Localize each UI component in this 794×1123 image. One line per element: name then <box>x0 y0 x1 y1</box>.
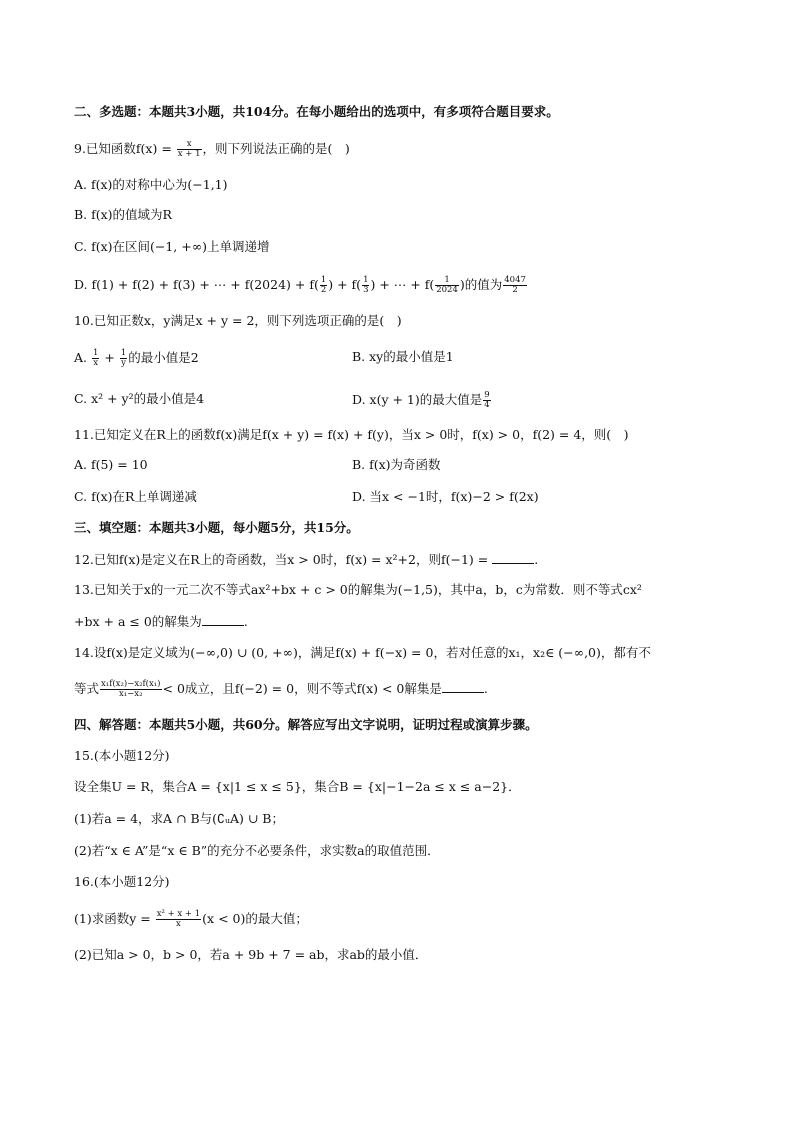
question-13-line-1: 13.已知关于x的一元二次不等式ax²+bx + c > 0的解集为(−1,5)，其中a，b，c为常数．则不等式cx² <box>74 582 642 597</box>
question-10-option-a: A. $\frac{1}{x}$ + $\frac{1}{y}$ 的最小值是2 <box>74 348 199 368</box>
question-10-row-ab <box>74 349 724 368</box>
question-12: 12.已知f(x)是定义在R上的奇函数，当x > 0时，f(x) = x²+2，则f(−1) = . <box>74 552 539 567</box>
question-15-part-1: (1)若a = 4，求A ∩ B与(∁ᵤA) ∪ B； <box>74 811 284 826</box>
question-16-header: 16.(本小题12分) <box>74 874 170 889</box>
question-15-header: 15.(本小题12分) <box>74 748 170 763</box>
answer-blank <box>492 551 534 564</box>
question-11-row-ab <box>74 457 724 473</box>
answer-blank <box>202 613 244 626</box>
question-9-stem: 9.已知函数f(x) = $\frac{x}{x + 1}$ ，则下列说法正确的是( ) <box>74 139 350 159</box>
question-9-option-b: B. f(x)的值域为R <box>74 207 172 222</box>
section-fill-in-heading: 三、填空题：本题共3小题，每小题5分，共15分。 <box>74 520 359 535</box>
question-10-option-d: D. x(y + 1)的最大值是 $\frac{9}{4}$ <box>352 390 490 410</box>
question-9-option-c: C. f(x)在区间(−1, +∞)上单调递增 <box>74 239 270 254</box>
question-10-stem: 10.已知正数x，y满足x + y = 2，则下列选项正确的是( ) <box>74 313 402 328</box>
question-15-part-2: (2)若“x ∈ A”是“x ∈ B”的充分不必要条件，求实数a的取值范围． <box>74 843 440 858</box>
question-14-line-1: 14.设f(x)是定义域为(−∞,0) ∪ (0, +∞)，满足f(x) + f(−x) = 0，若对任意的x₁，x₂∈ (−∞,0)，都有不 <box>74 645 651 660</box>
question-10-row-cd <box>74 390 724 410</box>
question-16-part-2: (2)已知a > 0，b > 0，若a + 9b + 7 = ab，求ab的最小值． <box>74 947 428 962</box>
question-16-part-1: (1)求函数y = $\frac{\text{x² + x + 1}}{x}$ (x < 0)的最大值； <box>74 909 308 929</box>
section-multi-choice-heading: 二、多选题：本题共3小题，共104分。在每小题给出的选项中，有多项符合题目要求。 <box>74 104 559 119</box>
question-13-line-2: +bx + a ≤ 0的解集为 . <box>74 614 248 629</box>
question-10-option-c: C. x² + y²的最小值是4 <box>74 391 205 406</box>
question-9-option-d: D. f(1) + f(2) + f(3) + ⋯ + f(2024) + f( $\frac{1}{2}$ ) + f( $\frac{1}{3}$ ) + ⋯ + f( $\frac{1}{2024}$ )的值为 $\frac{4047}{2}$ <box>74 275 526 295</box>
question-11-option-c: C. f(x)在R上单调递减 <box>74 489 197 504</box>
question-9-option-a: A. f(x)的对称中心为(−1,1) <box>74 177 228 192</box>
question-11-option-d: D. 当x < −1时，f(x)−2 > f(2x) <box>352 489 539 504</box>
question-11-stem: 11.已知定义在R上的函数f(x)满足f(x + y) = f(x) + f(y)，当x > 0时，f(x) > 0，f(2) = 4，则( ) <box>74 427 629 442</box>
answer-blank <box>442 680 484 693</box>
question-15-given: 设全集U = R，集合A = {x|1 ≤ x ≤ 5}，集合B = {x|−1−2a ≤ x ≤ a−2}． <box>74 779 521 794</box>
fraction: $\frac{\text{x² + x + 1}}{x}$ <box>156 909 201 929</box>
fraction: $\frac{\text{x₁f(x₂)−x₂f(x₁)}}{\text{x₁−x₂}}$ <box>101 679 161 699</box>
question-11-option-a: A. f(5) = 10 <box>74 457 148 472</box>
fraction: $\frac{x}{x + 1}$ <box>177 139 201 159</box>
section-solve-heading: 四、解答题：本题共5小题，共60分。解答应写出文字说明，证明过程或演算步骤。 <box>74 717 538 732</box>
question-14-line-2: 等式 $\frac{\text{x₁f(x₂)−x₂f(x₁)}}{\text{x₁−x₂}}$ < 0成立，且f(−2) = 0，则不等式f(x) < 0解集是 . <box>74 679 488 699</box>
question-11-row-cd <box>74 489 724 505</box>
question-10-option-b: B. xy的最小值是1 <box>352 349 454 364</box>
question-11-option-b: B. f(x)为奇函数 <box>352 457 441 472</box>
